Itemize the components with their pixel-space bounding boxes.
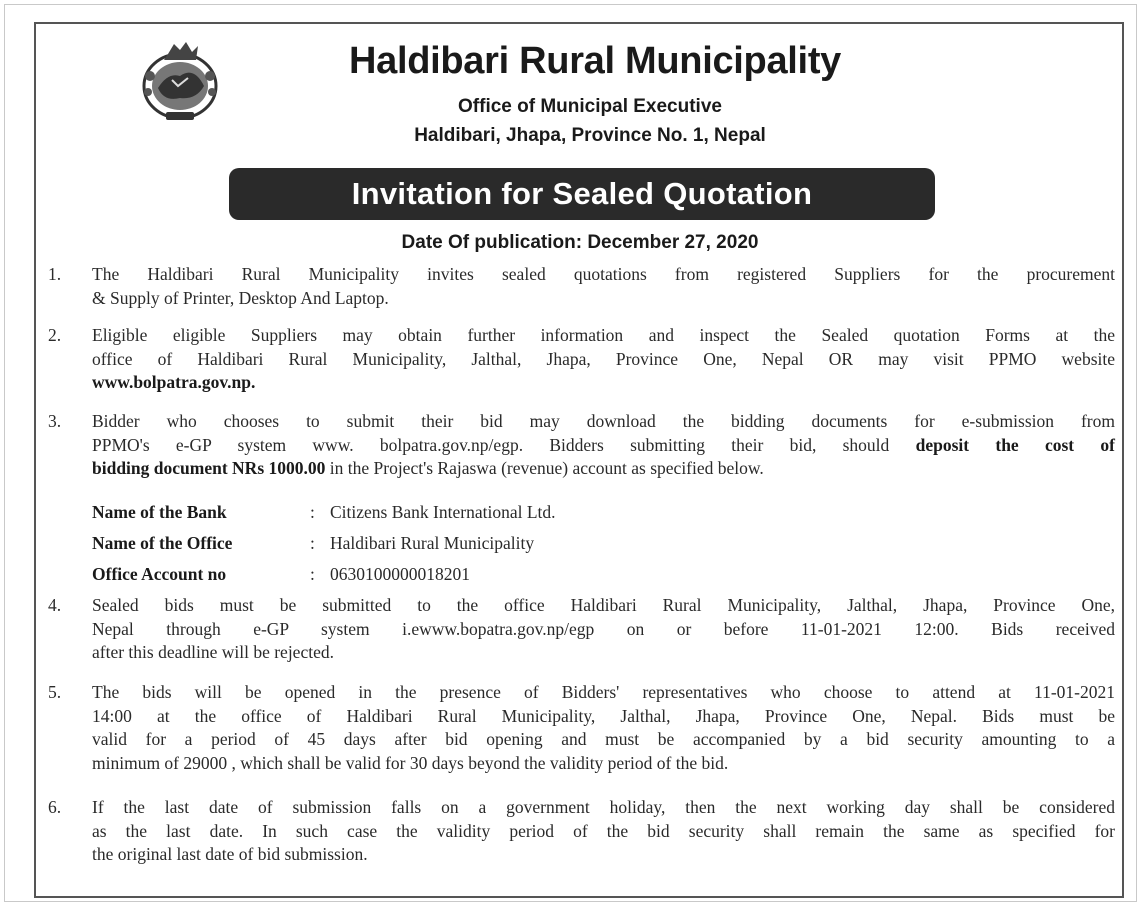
item-number: 6.: [48, 797, 62, 817]
item-line: The bids will be opened in the presence of Bidders' representatives who choose to attend at 11-01-2021: [92, 682, 1115, 702]
item-line: 14:00 at the office of Haldibari Rural Municipality, Jalthal, Jhapa, Province One, Nepal. Bids must be: [92, 705, 1115, 726]
municipality-title: Haldibari Rural Municipality: [348, 40, 842, 82]
account-value: 0630100000018201: [330, 564, 470, 584]
item-line: Sealed bids must be submitted to the office Haldibari Rural Municipality, Jalthal, Jhapa, Province One,: [92, 595, 1115, 615]
bank-value: Citizens Bank International Ltd.: [330, 502, 556, 522]
publication-date: Date Of publication: December 27, 2020: [401, 232, 759, 253]
office-colon: :: [310, 533, 315, 553]
office-name: Office of Municipal Executive: [458, 96, 722, 117]
item-number: 1.: [48, 264, 62, 284]
item-number: 2.: [48, 325, 62, 345]
website-link[interactable]: www.bolpatra.gov.np.: [92, 372, 256, 393]
item-line: the original last date of bid submission.: [92, 844, 368, 865]
cost-emphasis: bidding document NRs 1000.00: [92, 458, 326, 479]
item-number: 5.: [48, 682, 62, 702]
deposit-emphasis: deposit the cost of: [915, 434, 1116, 455]
item-line: & Supply of Printer, Desktop And Laptop.: [92, 287, 389, 308]
banner-title: Invitation for Sealed Quotation: [351, 176, 813, 211]
notice-banner: [229, 168, 935, 220]
item-text: PPMO's e-GP system www. bolpatra.gov.np/egp. Bidders submitting their bid, should: [92, 434, 916, 455]
account-label: Office Account no: [92, 564, 227, 584]
office-label: Name of the Office: [92, 533, 233, 553]
item-line: Eligible eligible Suppliers may obtain further information and inspect the Sealed quotation Forms at the: [92, 325, 1115, 345]
item-text: in the Project's Rajaswa (revenue) account as specified below.: [325, 458, 764, 479]
item-line: after this deadline will be rejected.: [92, 642, 334, 663]
account-colon: :: [310, 564, 315, 584]
item-line: valid for a period of 45 days after bid opening and must be accompanied by a bid security amounting to a: [92, 729, 1115, 750]
office-address: Haldibari, Jhapa, Province No. 1, Nepal: [414, 125, 766, 146]
item-line: The Haldibari Rural Municipality invites sealed quotations from registered Suppliers for the procurement: [92, 264, 1115, 284]
office-value: Haldibari Rural Municipality: [330, 533, 535, 553]
item-line: If the last date of submission falls on a government holiday, then the next working day shall be considered: [92, 797, 1115, 817]
item-number: 4.: [48, 595, 62, 615]
bank-colon: :: [310, 502, 315, 522]
item-number: 3.: [48, 411, 62, 431]
item-line: office of Haldibari Rural Municipality, Jalthal, Jhapa, Province One, Nepal OR may visit PPMO website: [92, 348, 1115, 369]
item-line: minimum of 29000 , which shall be valid for 30 days beyond the validity period of the bid.: [92, 752, 729, 773]
item-line: Nepal through e-GP system i.ewww.bopatra.gov.np/egp on or before 11-01-2021 12:00. Bids received: [92, 618, 1115, 639]
item-line: as the last date. In such case the validity period of the bid security shall remain the same as specified for: [92, 820, 1115, 841]
bank-label: Name of the Bank: [92, 502, 227, 522]
item-line: Bidder who chooses to submit their bid may download the bidding documents for e-submission from: [92, 411, 1115, 431]
